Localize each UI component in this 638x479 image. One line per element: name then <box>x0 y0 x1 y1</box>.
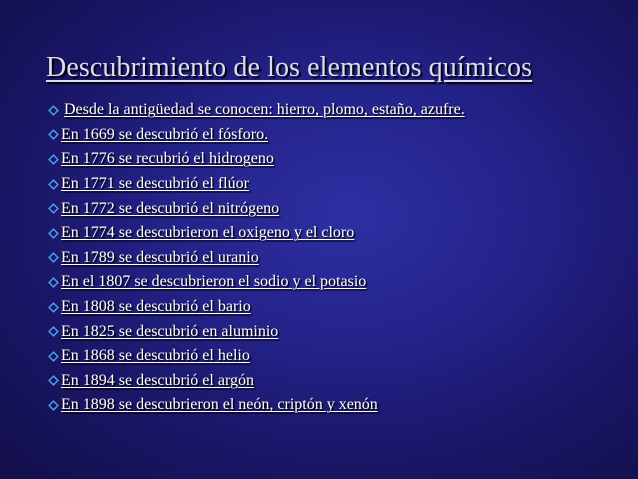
slide-title: Descubrimiento de los elementos químicos <box>46 52 533 83</box>
diamond-bullet-icon <box>48 326 59 337</box>
list-item-text: En 1789 se descubrió el uranio <box>61 248 259 266</box>
list-item <box>48 295 465 320</box>
list-item-text: En 1774 se descubrieron el oxigeno y el cloro <box>61 224 355 242</box>
list-item <box>48 393 465 418</box>
list-item-text: En 1825 se descubrió en aluminio <box>61 322 279 340</box>
list-item <box>48 196 465 221</box>
list-item-text: En 1776 se recubrió el hidrogeno <box>61 150 274 168</box>
list-item <box>48 246 465 271</box>
diamond-bullet-icon <box>48 302 59 313</box>
list-item-text: En 1772 se descubrió el nitrógeno <box>61 199 280 217</box>
list-item <box>48 344 465 369</box>
list-item-text: En el 1807 se descubrieron el sodio y el potasio <box>61 273 367 291</box>
list-item <box>48 147 465 172</box>
diamond-bullet-icon <box>48 179 59 190</box>
list-item-text: En 1808 se descubrió el bario <box>61 298 251 316</box>
list-item-text: En 1898 se descubrieron el neón, criptón y xenón <box>61 396 378 414</box>
diamond-bullet-icon <box>48 154 59 165</box>
list-item <box>48 319 465 344</box>
list-item <box>48 172 465 197</box>
list-item <box>48 123 465 148</box>
list-item <box>48 270 465 295</box>
diamond-bullet-icon <box>48 228 59 239</box>
diamond-bullet-icon <box>48 203 59 214</box>
diamond-bullet-icon <box>48 252 59 263</box>
diamond-bullet-icon <box>48 277 59 288</box>
list-item <box>48 98 465 123</box>
list-item <box>48 221 465 246</box>
list-item <box>48 369 465 394</box>
list-item-text: En 1868 se descubrió el helio <box>61 347 250 365</box>
list-item-text: En 1771 se descubrió el flúor <box>61 175 249 193</box>
diamond-bullet-icon <box>48 129 59 140</box>
list-item-text: En 1894 se descubrió el argón <box>61 371 254 389</box>
list-item-text: En 1669 se descubrió el fósforo. <box>61 125 269 143</box>
diamond-bullet-icon <box>48 375 59 386</box>
diamond-bullet-icon <box>48 105 59 116</box>
diamond-bullet-icon <box>48 400 59 411</box>
bullet-list <box>48 98 465 418</box>
list-item-text: Desde la antigüedad se conocen: hierro, plomo, estaño, azufre. <box>64 101 465 119</box>
diamond-bullet-icon <box>48 351 59 362</box>
